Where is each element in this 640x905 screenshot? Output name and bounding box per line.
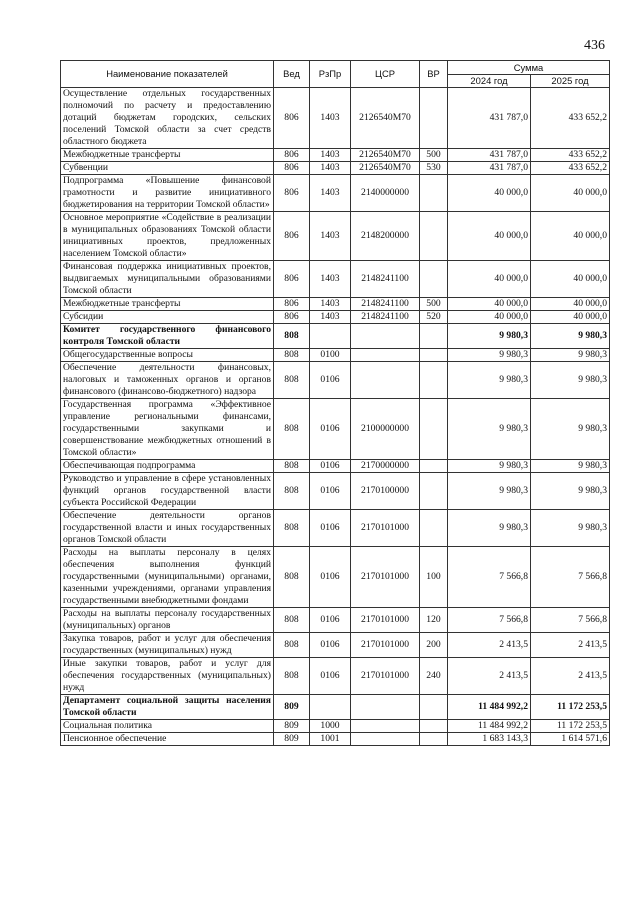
cell-sum-2024: 7 566,8 — [448, 547, 531, 608]
cell-name: Межбюджетные трансферты — [61, 298, 274, 311]
cell-name: Обеспечение деятельности финансовых, налоговых и таможенных органов и органов финансового (финансово-бюджетного) надзора — [61, 362, 274, 399]
cell-name: Межбюджетные трансферты — [61, 149, 274, 162]
cell-ved: 808 — [274, 399, 310, 460]
cell-rzpr: 0106 — [310, 460, 351, 473]
cell-name: Расходы на выплаты персоналу в целях обеспечения выполнения функций государственными (муниципальными) органами, казенными учреждениями, органами управления государственными внебюджетными фондами — [61, 547, 274, 608]
cell-sum-2024: 11 484 992,2 — [448, 720, 531, 733]
table-row — [61, 658, 610, 695]
cell-rzpr: 0100 — [310, 349, 351, 362]
cell-rzpr: 1403 — [310, 212, 351, 261]
cell-sum-2024: 11 484 992,2 — [448, 695, 531, 720]
table-row — [61, 311, 610, 324]
cell-ved: 809 — [274, 733, 310, 746]
cell-ved: 808 — [274, 658, 310, 695]
cell-name: Обеспечивающая подпрограмма — [61, 460, 274, 473]
cell-sum-2025: 433 652,2 — [531, 88, 610, 149]
cell-name: Закупка товаров, работ и услуг для обеспечения государственных (муниципальных) нужд — [61, 633, 274, 658]
cell-vr — [420, 720, 448, 733]
cell-rzpr: 1403 — [310, 261, 351, 298]
cell-sum-2024: 40 000,0 — [448, 298, 531, 311]
cell-csr: 2170101000 — [351, 633, 420, 658]
cell-name: Финансовая поддержка инициативных проектов, выдвигаемых муниципальными образованиями Томской области — [61, 261, 274, 298]
cell-name: Комитет государственного финансового контроля Томской области — [61, 324, 274, 349]
table-row — [61, 212, 610, 261]
page-number: 436 — [584, 38, 605, 53]
cell-ved: 808 — [274, 473, 310, 510]
cell-name: Общегосударственные вопросы — [61, 349, 274, 362]
table-body — [61, 88, 610, 746]
cell-rzpr: 0106 — [310, 547, 351, 608]
cell-sum-2025: 11 172 253,5 — [531, 695, 610, 720]
table-row — [61, 720, 610, 733]
cell-ved: 806 — [274, 298, 310, 311]
table-row — [61, 733, 610, 746]
cell-sum-2025: 40 000,0 — [531, 212, 610, 261]
table-row — [61, 162, 610, 175]
table-row — [61, 324, 610, 349]
cell-ved: 809 — [274, 695, 310, 720]
header-ved: Вед — [274, 61, 310, 88]
cell-vr — [420, 88, 448, 149]
header-name: Наименование показателей — [61, 61, 274, 88]
cell-sum-2025: 9 980,3 — [531, 349, 610, 362]
cell-sum-2025: 9 980,3 — [531, 510, 610, 547]
cell-sum-2025: 9 980,3 — [531, 473, 610, 510]
table-row — [61, 633, 610, 658]
cell-sum-2025: 7 566,8 — [531, 608, 610, 633]
cell-ved: 809 — [274, 720, 310, 733]
cell-rzpr — [310, 324, 351, 349]
cell-ved: 808 — [274, 608, 310, 633]
cell-ved: 806 — [274, 311, 310, 324]
cell-rzpr — [310, 695, 351, 720]
cell-name: Обеспечение деятельности органов государственной власти и иных государственных органов Томской области — [61, 510, 274, 547]
cell-sum-2025: 2 413,5 — [531, 658, 610, 695]
cell-ved: 808 — [274, 362, 310, 399]
cell-sum-2024: 9 980,3 — [448, 399, 531, 460]
cell-rzpr: 0106 — [310, 633, 351, 658]
cell-sum-2025: 1 614 571,6 — [531, 733, 610, 746]
cell-csr: 2100000000 — [351, 399, 420, 460]
cell-vr — [420, 473, 448, 510]
cell-name: Осуществление отдельных государственных полномочий по расчету и предоставлению дотаций бюджетам городских, сельских поселений Томской области за счет средств областного бюджета — [61, 88, 274, 149]
cell-sum-2025: 433 652,2 — [531, 162, 610, 175]
table-row — [61, 695, 610, 720]
cell-vr: 100 — [420, 547, 448, 608]
cell-name: Основное мероприятие «Содействие в реализации в муниципальных образованиях Томской области инициативных проектов, предложенных населением Томской области» — [61, 212, 274, 261]
cell-rzpr: 1403 — [310, 88, 351, 149]
cell-vr: 520 — [420, 311, 448, 324]
cell-ved: 808 — [274, 547, 310, 608]
table-row — [61, 547, 610, 608]
cell-name: Департамент социальной защиты населения Томской области — [61, 695, 274, 720]
table-row — [61, 399, 610, 460]
cell-rzpr: 0106 — [310, 473, 351, 510]
cell-vr: 240 — [420, 658, 448, 695]
cell-rzpr: 1403 — [310, 298, 351, 311]
cell-sum-2025: 40 000,0 — [531, 175, 610, 212]
cell-sum-2024: 9 980,3 — [448, 362, 531, 399]
cell-sum-2025: 433 652,2 — [531, 149, 610, 162]
cell-vr — [420, 399, 448, 460]
cell-ved: 806 — [274, 212, 310, 261]
cell-sum-2025: 9 980,3 — [531, 362, 610, 399]
cell-csr — [351, 362, 420, 399]
header-year-2025: 2025 год — [531, 75, 610, 88]
cell-csr: 2148241100 — [351, 311, 420, 324]
cell-csr — [351, 324, 420, 349]
cell-vr — [420, 460, 448, 473]
cell-sum-2025: 9 980,3 — [531, 399, 610, 460]
table-row — [61, 298, 610, 311]
cell-rzpr: 1403 — [310, 311, 351, 324]
cell-csr: 2170101000 — [351, 510, 420, 547]
cell-sum-2024: 431 787,0 — [448, 162, 531, 175]
cell-vr — [420, 349, 448, 362]
cell-sum-2024: 7 566,8 — [448, 608, 531, 633]
cell-name: Иные закупки товаров, работ и услуг для обеспечения государственных (муниципальных) нужд — [61, 658, 274, 695]
cell-sum-2025: 7 566,8 — [531, 547, 610, 608]
cell-sum-2024: 431 787,0 — [448, 88, 531, 149]
cell-sum-2024: 431 787,0 — [448, 149, 531, 162]
cell-ved: 808 — [274, 324, 310, 349]
cell-sum-2024: 40 000,0 — [448, 175, 531, 212]
cell-rzpr: 0106 — [310, 362, 351, 399]
cell-sum-2024: 9 980,3 — [448, 510, 531, 547]
cell-ved: 806 — [274, 149, 310, 162]
cell-ved: 808 — [274, 460, 310, 473]
cell-vr: 530 — [420, 162, 448, 175]
cell-ved: 808 — [274, 349, 310, 362]
cell-ved: 806 — [274, 162, 310, 175]
cell-vr — [420, 324, 448, 349]
cell-name: Руководство и управление в сфере установленных функций органов государственной власти субъекта Российской Федерации — [61, 473, 274, 510]
cell-sum-2025: 40 000,0 — [531, 298, 610, 311]
cell-sum-2024: 9 980,3 — [448, 349, 531, 362]
cell-name: Субвенции — [61, 162, 274, 175]
cell-name: Субсидии — [61, 311, 274, 324]
cell-csr: 2170101000 — [351, 547, 420, 608]
cell-sum-2024: 40 000,0 — [448, 261, 531, 298]
header-vr: ВР — [420, 61, 448, 88]
cell-name: Пенсионное обеспечение — [61, 733, 274, 746]
table-row — [61, 460, 610, 473]
cell-ved: 806 — [274, 88, 310, 149]
cell-vr: 120 — [420, 608, 448, 633]
cell-sum-2024: 40 000,0 — [448, 212, 531, 261]
header-rzpr: РзПр — [310, 61, 351, 88]
cell-csr: 2148200000 — [351, 212, 420, 261]
cell-csr: 2170000000 — [351, 460, 420, 473]
cell-rzpr: 1000 — [310, 720, 351, 733]
cell-sum-2024: 2 413,5 — [448, 633, 531, 658]
cell-sum-2024: 9 980,3 — [448, 324, 531, 349]
cell-csr: 2140000000 — [351, 175, 420, 212]
cell-sum-2025: 40 000,0 — [531, 261, 610, 298]
table-row — [61, 88, 610, 149]
cell-name: Социальная политика — [61, 720, 274, 733]
cell-csr — [351, 720, 420, 733]
cell-rzpr: 0106 — [310, 399, 351, 460]
cell-ved: 808 — [274, 510, 310, 547]
cell-name: Подпрограмма «Повышение финансовой грамотности и развитие инициативного бюджетирования на территории Томской области» — [61, 175, 274, 212]
cell-sum-2024: 40 000,0 — [448, 311, 531, 324]
cell-sum-2024: 9 980,3 — [448, 473, 531, 510]
table-row — [61, 608, 610, 633]
cell-name: Расходы на выплаты персоналу государственных (муниципальных) органов — [61, 608, 274, 633]
cell-sum-2025: 9 980,3 — [531, 324, 610, 349]
cell-vr: 500 — [420, 149, 448, 162]
cell-ved: 806 — [274, 261, 310, 298]
cell-vr — [420, 695, 448, 720]
table-row — [61, 349, 610, 362]
header-csr: ЦСР — [351, 61, 420, 88]
cell-csr: 2126540М70 — [351, 149, 420, 162]
cell-csr: 2126540М70 — [351, 162, 420, 175]
cell-sum-2024: 9 980,3 — [448, 460, 531, 473]
table-row — [61, 175, 610, 212]
header-year-2024: 2024 год — [448, 75, 531, 88]
cell-vr — [420, 212, 448, 261]
cell-rzpr: 0106 — [310, 510, 351, 547]
cell-sum-2025: 2 413,5 — [531, 633, 610, 658]
table-row — [61, 510, 610, 547]
cell-csr — [351, 349, 420, 362]
cell-csr: 2126540М70 — [351, 88, 420, 149]
cell-csr: 2170101000 — [351, 608, 420, 633]
cell-rzpr: 0106 — [310, 608, 351, 633]
cell-csr: 2170100000 — [351, 473, 420, 510]
cell-sum-2025: 40 000,0 — [531, 311, 610, 324]
cell-sum-2024: 1 683 143,3 — [448, 733, 531, 746]
cell-csr — [351, 695, 420, 720]
cell-vr — [420, 362, 448, 399]
cell-vr — [420, 510, 448, 547]
cell-name: Государственная программа «Эффективное управление региональными финансами, государственными закупками и совершенствование межбюджетных отношений в Томской области» — [61, 399, 274, 460]
cell-vr: 500 — [420, 298, 448, 311]
cell-ved: 806 — [274, 175, 310, 212]
cell-rzpr: 1403 — [310, 149, 351, 162]
cell-vr — [420, 733, 448, 746]
cell-csr — [351, 733, 420, 746]
cell-csr: 2148241100 — [351, 298, 420, 311]
table-row — [61, 261, 610, 298]
table-row — [61, 473, 610, 510]
header-sum: Сумма — [448, 61, 610, 75]
cell-rzpr: 1403 — [310, 175, 351, 212]
budget-table — [60, 60, 610, 746]
cell-vr — [420, 261, 448, 298]
cell-sum-2025: 11 172 253,5 — [531, 720, 610, 733]
cell-sum-2024: 2 413,5 — [448, 658, 531, 695]
cell-rzpr: 1001 — [310, 733, 351, 746]
cell-rzpr: 1403 — [310, 162, 351, 175]
cell-csr: 2170101000 — [351, 658, 420, 695]
cell-sum-2025: 9 980,3 — [531, 460, 610, 473]
cell-vr — [420, 175, 448, 212]
cell-ved: 808 — [274, 633, 310, 658]
cell-vr: 200 — [420, 633, 448, 658]
table-row — [61, 149, 610, 162]
table-row — [61, 362, 610, 399]
cell-rzpr: 0106 — [310, 658, 351, 695]
cell-csr: 2148241100 — [351, 261, 420, 298]
